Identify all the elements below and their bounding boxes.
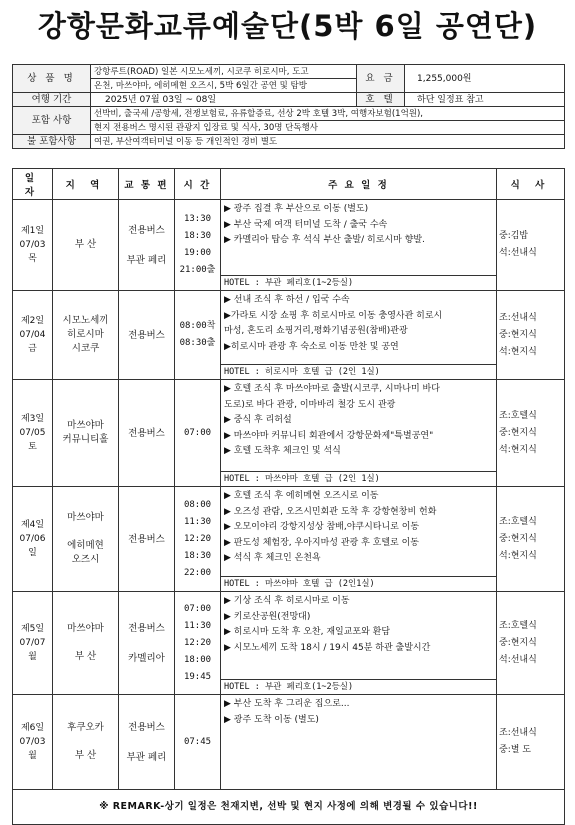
day-cell (13, 592, 53, 695)
schedule-row (13, 592, 565, 695)
header-time: 시 간 (175, 169, 221, 200)
itinerary-item: 마성, 혼도리 쇼핑거리,평화기념공원(참배)관광 (224, 326, 408, 336)
time-cell-line: 19:00 (183, 248, 212, 258)
schedule-row (13, 380, 565, 487)
meal-cell-line: 조:호텔식 (499, 410, 537, 421)
region-cell-line: 오즈시 (71, 554, 100, 565)
day-cell-line: 07/03 (19, 240, 46, 250)
region-cell (53, 592, 119, 695)
transport-cell-line: 전용버스 (128, 721, 165, 733)
itinerary-item: ▶ 키로산공원(전망대) (224, 611, 311, 622)
period-value: 2025년 07월 03일 ~ 08일 (91, 93, 357, 107)
price-value: 1,255,000원 (405, 65, 565, 93)
header-itinerary: 주 요 일 정 (221, 169, 497, 200)
meal-cell-line: 조:선내식 (499, 728, 537, 738)
time-cell-line: 08:00착 (179, 321, 216, 331)
transport-cell (119, 291, 175, 380)
excluded-label: 불 포함사항 (13, 135, 91, 149)
itinerary-item: ▶ 석식 후 체크인 온천욕 (224, 553, 321, 563)
transport-cell-line (122, 636, 171, 651)
time-cell-line: 18:00 (183, 654, 212, 665)
region-cell-line (56, 525, 115, 539)
meal-cell-line: 중:현지식 (499, 637, 537, 648)
time-cell-line: 07:00 (183, 603, 212, 614)
schedule-row (13, 487, 565, 592)
product-value-line-2: 온천, 마쓰야마, 에히메현 오즈시, 5박 6일간 공연 및 탐방 (91, 79, 357, 93)
transport-cell-line: 전용버스 (128, 533, 165, 545)
meal-cell-line: 석:현지식 (499, 550, 537, 561)
time-cell (175, 592, 221, 695)
header-date: 일 자 (13, 169, 53, 200)
schedule-row (13, 291, 565, 380)
time-cell-line: 13:30 (183, 214, 212, 224)
day-cell-line: 일 (28, 548, 37, 558)
time-cell-line: 07:45 (183, 736, 212, 747)
time-cell (175, 380, 221, 487)
schedule-row (13, 695, 565, 790)
period-label: 여행 기간 (13, 93, 91, 107)
itinerary-cell (221, 487, 497, 592)
header-meal: 식 사 (497, 169, 565, 200)
day-cell (13, 695, 53, 790)
meal-cell (497, 380, 565, 487)
meal-cell-line: 조:호텔식 (499, 620, 537, 631)
time-cell-line: 12:20 (183, 533, 212, 544)
time-cell-line: 08:30출 (179, 338, 216, 348)
meal-cell-line: 중:현지식 (499, 533, 537, 544)
itinerary-cell (221, 592, 497, 695)
hotel-line: HOTEL : 마쓰야마 호텔 급 (2인1실) (221, 576, 496, 591)
header-transport: 교 통 편 (119, 169, 175, 200)
itinerary-cell (221, 695, 497, 790)
time-cell (175, 695, 221, 790)
transport-cell-line (122, 735, 171, 750)
itinerary-item: ▶가라토 시장 쇼핑 후 히로시마로 이동 충영사관 히로시 (224, 310, 443, 321)
region-cell-line: 마쓰야마 (67, 420, 104, 431)
time-cell-line: 18:30 (183, 231, 212, 241)
meal-cell-line: 조:선내식 (499, 312, 537, 323)
region-cell-line (56, 735, 115, 749)
region-cell (53, 291, 119, 380)
remark-note: ※ REMARK-상기 일정은 천재지변, 선박 및 현지 사정에 의해 변경될 수 있습니다!! (13, 790, 565, 825)
schedule-row (13, 200, 565, 291)
header-region: 지 역 (53, 169, 119, 200)
time-cell-line: 12:20 (183, 637, 212, 648)
day-cell-line: 금 (28, 344, 37, 354)
transport-cell-line: 부관 페리 (126, 751, 167, 763)
time-cell (175, 200, 221, 291)
itinerary-item: ▶ 카멜리아 탑승 후 석식 부산 출발/ 히로시마 향발. (224, 235, 425, 245)
day-cell-line: 토 (28, 442, 37, 452)
hotel-label: 호 텔 (357, 93, 405, 107)
day-cell-line: 07/05 (19, 428, 46, 438)
itinerary-item: ▶ 광주 도착 이동 (별도) (224, 714, 319, 725)
itinerary-item: ▶ 부산 국제 여객 터미널 도착 / 출국 수속 (224, 219, 388, 230)
itinerary-item: ▶ 선내 조식 후 하선 / 입국 수속 (224, 295, 350, 305)
transport-cell-line: 카멜리아 (128, 652, 165, 664)
day-cell-line: 07/03 (19, 737, 46, 747)
itinerary-item: ▶ 기상 조식 후 히로시마로 이동 (224, 596, 350, 606)
transport-cell-line: 전용버스 (128, 427, 165, 439)
meal-cell (497, 487, 565, 592)
region-cell-line: 시코쿠 (71, 343, 100, 354)
page-title: 강항문화교류예술단(5박 6일 공연단) (37, 9, 538, 43)
meal-cell (497, 695, 565, 790)
day-cell-line: 07/06 (19, 534, 46, 544)
hotel-line: HOTEL : 부관 페리호(1~2등실) (221, 679, 496, 694)
transport-cell (119, 695, 175, 790)
region-cell-line: 히로시마 (67, 329, 104, 340)
meal-cell-line: 석:현지식 (499, 346, 537, 357)
meal-cell (497, 592, 565, 695)
day-cell-line: 월 (28, 652, 37, 662)
day-cell (13, 200, 53, 291)
region-cell (53, 695, 119, 790)
meal-cell-line: 중:현지식 (499, 427, 537, 438)
product-info-table (12, 64, 565, 149)
time-cell-line: 11:30 (183, 516, 212, 527)
itinerary-item: ▶ 중식 후 리허설 (224, 415, 292, 425)
day-cell-line: 07/07 (19, 638, 46, 648)
transport-cell (119, 487, 175, 592)
itinerary-item: 도로)로 바다 관광, 이마바리 철강 도시 관광 (224, 399, 396, 410)
transport-cell-line: 전용버스 (128, 329, 165, 341)
region-cell-line: 부 산 (74, 239, 97, 250)
meal-cell-line: 석:선내식 (499, 248, 537, 258)
itinerary-item: ▶ 시모노세끼 도착 18시 / 19시 45분 하관 출발시간 (224, 642, 431, 653)
region-cell-line: 커뮤니티홀 (62, 434, 109, 445)
region-cell-line (56, 636, 115, 650)
itinerary-item: ▶ 오즈성 관람, 오즈시민회관 도착 후 강항현창비 헌화 (224, 506, 437, 517)
region-cell-line: 마쓰야마 (67, 512, 104, 523)
transport-cell-line (122, 238, 171, 253)
product-value-line-1: 강항루트(ROAD) 일본 시모노세끼, 시코쿠 히로시마, 도고 (91, 65, 357, 79)
meal-cell-line: 석:현지식 (499, 444, 537, 455)
itinerary-item: ▶ 광주 집결 후 부산으로 이동 (별도) (224, 204, 369, 214)
schedule-body (13, 200, 565, 790)
region-cell-line: 부 산 (74, 651, 97, 662)
day-cell-line: 제5일 (20, 624, 45, 634)
day-cell-line: 제1일 (20, 226, 45, 236)
region-cell-line: 후쿠오카 (67, 722, 104, 733)
meal-cell-line: 석:선내식 (499, 654, 537, 665)
day-cell-line: 목 (28, 254, 37, 264)
transport-cell-line: 전용버스 (128, 622, 165, 634)
region-cell-line: 부 산 (74, 750, 97, 761)
hotel-line: HOTEL : 히로시마 호텔 급 (2인 1실) (221, 364, 496, 379)
time-cell-line: 07:00 (183, 427, 212, 438)
meal-cell-line: 중:김밥 (499, 231, 529, 241)
itinerary-item: ▶ 부산 도착 후 그리운 집으로... (224, 699, 350, 709)
transport-cell-line: 전용버스 (128, 224, 165, 236)
meal-cell-line: 중:별 도 (499, 745, 531, 755)
itinerary-cell (221, 380, 497, 487)
day-cell (13, 291, 53, 380)
schedule-table (12, 168, 565, 825)
day-cell (13, 487, 53, 592)
region-cell (53, 487, 119, 592)
time-cell-line: 08:00 (183, 499, 212, 510)
time-cell-line: 11:30 (183, 620, 212, 631)
day-cell-line: 제4일 (20, 520, 45, 530)
itinerary-item: ▶ 호텔 조식 후 에히메현 오즈시로 이동 (224, 491, 379, 501)
excluded-value: 여권, 부산여객터미널 이동 등 개인적인 경비 별도 (91, 135, 565, 149)
day-cell-line: 제2일 (20, 316, 45, 326)
region-cell-line: 에히메현 (67, 540, 104, 551)
transport-cell (119, 200, 175, 291)
product-label: 상 품 명 (13, 65, 91, 93)
itinerary-item: ▶ 호텔 도착후 체크인 및 석식 (224, 446, 341, 456)
meal-cell (497, 200, 565, 291)
transport-cell-line: 부관 페리 (126, 254, 167, 266)
itinerary-cell (221, 200, 497, 291)
itinerary-item: ▶ 판도성 체험장, 우아지마성 관광 후 호텔로 이동 (224, 537, 419, 548)
day-cell (13, 380, 53, 487)
time-cell (175, 291, 221, 380)
meal-cell-line: 조:호텔식 (499, 516, 537, 527)
transport-cell (119, 380, 175, 487)
transport-cell (119, 592, 175, 695)
time-cell-line: 18:30 (183, 550, 212, 561)
included-value-line-1: 선박비, 출국세 /공항세, 전쟁보험료, 유류할증료, 선상 2박 호텔 3박, 여행자보험(1억원), (91, 107, 565, 121)
hotel-line: HOTEL : 마쓰야마 호텔 급 (2인 1실) (221, 471, 496, 486)
itinerary-item: ▶ 호텔 조식 후 마쓰야마로 출발(시코쿠, 시마나미 바다 (224, 384, 440, 394)
time-cell (175, 487, 221, 592)
itinerary-item: ▶ 오모이야리 강항지성상 참배,야쿠시타니로 이동 (224, 522, 420, 532)
included-label: 포함 사항 (13, 107, 91, 135)
day-cell-line: 월 (28, 751, 37, 761)
price-label: 요 금 (357, 65, 405, 93)
day-cell-line: 제6일 (20, 723, 45, 733)
itinerary-item: ▶ 마쓰야마 커뮤니티 회관에서 강항문화제"특별공연" (224, 430, 434, 441)
itinerary-item: ▶히로시마 관광 후 숙소로 이동 만찬 및 공연 (224, 341, 399, 352)
meal-cell-line: 중:현지식 (499, 329, 537, 340)
time-cell-line: 19:45 (183, 671, 212, 682)
hotel-line: HOTEL : 부관 페리호(1~2등실) (221, 275, 496, 290)
meal-cell (497, 291, 565, 380)
region-cell-line: 마쓰야마 (67, 623, 104, 634)
day-cell-line: 제3일 (20, 414, 45, 424)
day-cell-line: 07/04 (19, 330, 46, 340)
hotel-value: 하단 일정표 참고 (405, 93, 565, 107)
region-cell (53, 380, 119, 487)
itinerary-item: ▶ 히로시마 도착 후 오찬, 재일교포와 환담 (224, 627, 391, 637)
time-cell-line: 21:00출 (179, 265, 216, 275)
itinerary-cell (221, 291, 497, 380)
region-cell-line: 시모노세끼 (62, 315, 109, 326)
time-cell-line: 22:00 (183, 567, 212, 578)
region-cell (53, 200, 119, 291)
included-value-line-2: 현지 전용버스 명시된 관광지 입장료 및 식사, 30명 단독행사 (91, 121, 565, 135)
